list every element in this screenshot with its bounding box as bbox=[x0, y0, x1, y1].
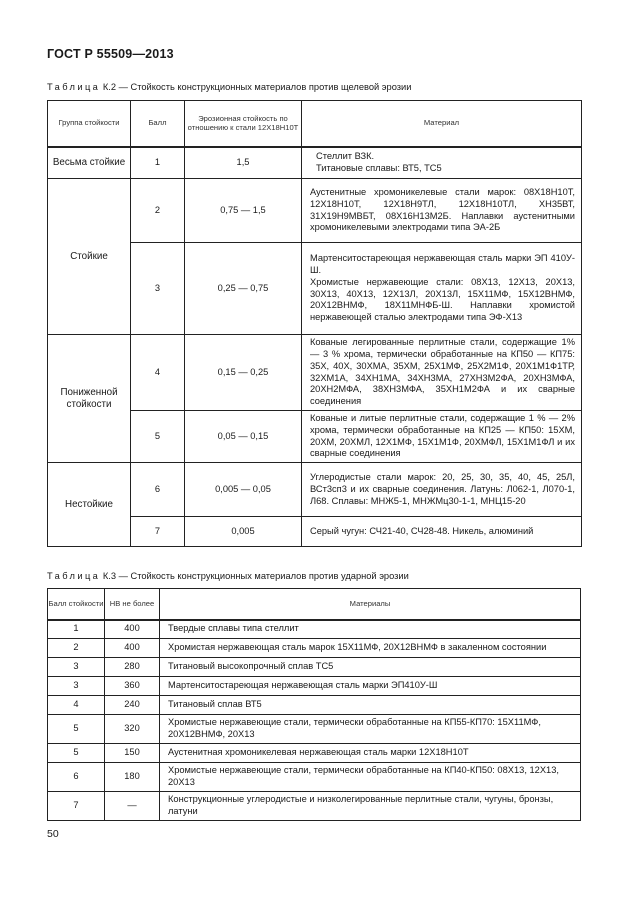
table-row bbox=[48, 677, 581, 696]
material-cell: Хромистые нержавеющие стали, термически обработанные на КП55-КП70: 15Х11МФ, 20Х12ВНМФ, 20Х13 bbox=[160, 715, 581, 744]
table-row bbox=[48, 696, 581, 715]
material-line: Аустенитные хромоникелевые стали марок: 08Х18Н10Т, 12Х18Н10Т, 12Х18Н9ТЛ, 12Х18Н10ТЛ, ХН35ВТ, 31Х19Н9МВБТ, 08Х16Н13М2Б. Наплавки аустенитными хромоникелевыми электродами типа ЭА-2Б bbox=[310, 186, 575, 233]
score-cell: 3 bbox=[48, 658, 105, 677]
table-k3-caption-text: К.3 — Стойкость конструкционных материалов против ударной эрозии bbox=[100, 571, 409, 581]
table-k3-caption bbox=[47, 571, 409, 581]
score-cell: 1 bbox=[131, 147, 185, 179]
hb-cell: 400 bbox=[105, 639, 160, 658]
material-cell bbox=[302, 463, 582, 517]
table-row bbox=[48, 744, 581, 763]
score-cell: 5 bbox=[48, 744, 105, 763]
erosion-cell: 0,005 — 0,05 bbox=[185, 463, 302, 517]
table-k2-caption-word: Таблица bbox=[47, 82, 101, 92]
score-cell: 7 bbox=[48, 792, 105, 821]
table-k3-header-hb: НВ не более bbox=[105, 589, 160, 620]
table-k2-caption-text: К.2 — Стойкость конструкционных материалов против щелевой эрозии bbox=[100, 82, 412, 92]
material-cell: Мартенситостареющая нержавеющая сталь марки ЭП410У-Ш bbox=[160, 677, 581, 696]
table-k2-caption bbox=[47, 82, 411, 92]
hb-cell: 280 bbox=[105, 658, 160, 677]
score-cell: 7 bbox=[131, 517, 185, 547]
table-k2-header-group: Группа стойкости bbox=[48, 101, 131, 147]
hb-cell: 400 bbox=[105, 620, 160, 639]
score-cell: 5 bbox=[48, 715, 105, 744]
material-cell: Твердые сплавы типа стеллит bbox=[160, 620, 581, 639]
material-line: Мартенситостареющая нержавеющая сталь марки ЭП 410У-Ш. bbox=[310, 253, 575, 275]
material-cell bbox=[302, 517, 582, 547]
table-row bbox=[48, 658, 581, 677]
material-cell: Хромистые нержавеющие стали, термически обработанные на КП40-КП50: 08Х13, 12Х13, 20Х13 bbox=[160, 763, 581, 792]
group-unstable: Нестойкие bbox=[48, 463, 131, 547]
material-cell: Конструкционные углеродистые и низколегированные перлитные стали, чугуны, бронзы, латуни bbox=[160, 792, 581, 821]
material-cell bbox=[302, 335, 582, 411]
table-row bbox=[48, 335, 582, 411]
score-cell: 2 bbox=[131, 179, 185, 243]
score-cell: 4 bbox=[48, 696, 105, 715]
table-k2 bbox=[47, 100, 582, 547]
group-stable: Стойкие bbox=[48, 179, 131, 335]
score-cell: 1 bbox=[48, 620, 105, 639]
table-k3-header-materials: Материалы bbox=[160, 589, 581, 620]
table-row bbox=[48, 179, 582, 243]
document-header: ГОСТ Р 55509—2013 bbox=[47, 47, 174, 61]
hb-cell: 360 bbox=[105, 677, 160, 696]
table-k2-header-material: Материал bbox=[302, 101, 582, 147]
erosion-cell: 0,75 — 1,5 bbox=[185, 179, 302, 243]
material-cell bbox=[302, 147, 582, 179]
erosion-cell: 0,25 — 0,75 bbox=[185, 243, 302, 335]
table-row bbox=[48, 463, 582, 517]
table-k2-header-erosion: Эрозионная стойкость по отношению к стали 12Х18Н10Т bbox=[185, 101, 302, 147]
material-line: Титановые сплавы: ВТ5, ТС5 bbox=[316, 162, 442, 173]
material-cell bbox=[302, 243, 582, 335]
material-cell: Аустенитная хромоникелевая нержавеющая сталь марки 12Х18Н10Т bbox=[160, 744, 581, 763]
material-cell: Хромистая нержавеющая сталь марок 15Х11МФ, 20Х12ВНМФ в закаленном состоянии bbox=[160, 639, 581, 658]
hb-cell: 180 bbox=[105, 763, 160, 792]
table-k3 bbox=[47, 588, 581, 821]
erosion-cell: 0,005 bbox=[185, 517, 302, 547]
material-cell bbox=[302, 179, 582, 243]
material-line: Кованые легированные перлитные стали, содержащие 1% — 3 % хрома, термически обработанные на КП50 — КП75: 35Х, 40Х, 30ХМА, 35ХМ, 25Х1МФ, 25Х2М1Ф, 20Х1М1Ф1ТР, 32ХМ1А, 34ХН1МА, 34ХН3МА, 27ХН3М2ФА, 20ХН3МФА, 20ХН2МФА, 38ХН3МФА, 35ХН1М2ФА и их сварные соединения bbox=[310, 337, 575, 407]
material-line: Кованые и литые перлитные стали, содержащие 1 % — 2% хрома, термически обработанные на КП25 — КП50: 15ХМ, 20ХМ, 20ХМЛ, 12Х1МФ, 15Х1М1Ф, 20ХМФЛ, 15Х1М1ФЛ и их сварные соединения bbox=[310, 413, 575, 459]
erosion-cell: 0,15 — 0,25 bbox=[185, 335, 302, 411]
table-row bbox=[48, 147, 582, 179]
table-row bbox=[48, 639, 581, 658]
score-cell: 5 bbox=[131, 411, 185, 463]
erosion-cell: 1,5 bbox=[185, 147, 302, 179]
table-row bbox=[48, 792, 581, 821]
score-cell: 4 bbox=[131, 335, 185, 411]
table-k2-header-score: Балл bbox=[131, 101, 185, 147]
table-k3-caption-word: Таблица bbox=[47, 571, 101, 581]
material-line: Углеродистые стали марок: 20, 25, 30, 35, 40, 45, 25Л, ВСт3сп3 и их сварные соединения. Латунь: Л062-1, Л070-1, Л68. Сплавы: МНЖ5-1, МНЖМц30-1-1, МНЦ15-20 bbox=[310, 471, 575, 506]
group-reduced: Пониженной стойкости bbox=[48, 335, 131, 463]
table-row bbox=[48, 763, 581, 792]
score-cell: 6 bbox=[48, 763, 105, 792]
table-row bbox=[48, 620, 581, 639]
material-cell: Титановый сплав ВТ5 bbox=[160, 696, 581, 715]
material-line: Стеллит ВЗК. bbox=[316, 150, 375, 161]
material-line: Серый чугун: СЧ21-40, СЧ28-48. Никель, алюминий bbox=[310, 525, 534, 536]
table-k3-header-score: Балл стойкости bbox=[48, 589, 105, 620]
material-cell bbox=[302, 411, 582, 463]
page-number: 50 bbox=[47, 828, 59, 840]
table-row bbox=[48, 715, 581, 744]
score-cell: 6 bbox=[131, 463, 185, 517]
erosion-cell: 0,05 — 0,15 bbox=[185, 411, 302, 463]
hb-cell: 320 bbox=[105, 715, 160, 744]
hb-cell: 150 bbox=[105, 744, 160, 763]
score-cell: 3 bbox=[131, 243, 185, 335]
score-cell: 2 bbox=[48, 639, 105, 658]
hb-cell: 240 bbox=[105, 696, 160, 715]
material-cell: Титановый высокопрочный сплав ТС5 bbox=[160, 658, 581, 677]
score-cell: 3 bbox=[48, 677, 105, 696]
hb-cell: — bbox=[105, 792, 160, 821]
group-very-stable: Весьма стойкие bbox=[48, 147, 131, 179]
material-line: Хромистые нержавеющие стали: 08Х13, 12Х13, 20Х13, 30Х13, 40Х13, 12Х13Л, 20Х13Л, 15Х11МФ, 15Х12ВНМФ, 20Х12ВНМФ, 18Х11МНФБ-Ш. Наплавки хромистой нержавеющей сталью электродами типа ЭФ-Х13 bbox=[310, 276, 575, 323]
